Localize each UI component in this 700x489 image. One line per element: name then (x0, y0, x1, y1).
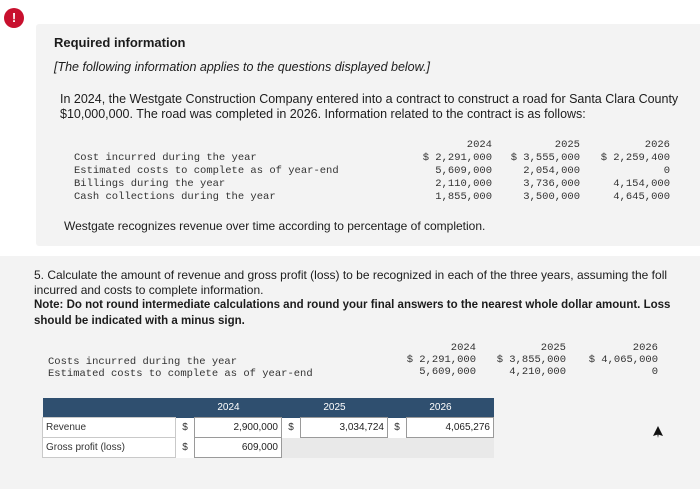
question-note-1: Note: Do not round intermediate calculations and round your final answers to the nearest whole dollar amount. Loss (34, 299, 671, 311)
assumption-year-2024: 2024 (450, 342, 476, 354)
contract-year-2026: 2026 (644, 139, 670, 151)
row-label-revenue: Revenue (43, 418, 176, 438)
contract-cell: 0 (663, 165, 670, 177)
assumption-cell: 5,609,000 (419, 366, 476, 378)
mouse-cursor-icon (650, 424, 666, 440)
question-line-2: incurred and costs to complete information. (34, 283, 264, 297)
contract-row-label: Billings during the year (74, 178, 226, 190)
intro-line-1: In 2024, the Westgate Construction Company entered into a contract to construct a road for Santa Clara County (60, 92, 679, 106)
answer-table (42, 398, 494, 458)
required-info-subtitle: [The following information applies to the questions displayed below.] (54, 60, 430, 74)
contract-year-2024: 2024 (466, 139, 492, 151)
contract-cell: 4,645,000 (613, 191, 670, 203)
contract-cell: $ 2,291,000 (422, 152, 492, 164)
contract-year-2025: 2025 (554, 139, 580, 151)
contract-row-label: Estimated costs to complete as of year-end (74, 165, 339, 177)
assumption-year-2025: 2025 (540, 342, 566, 354)
assumption-cell: 4,210,000 (509, 366, 566, 378)
revenue-2025-input[interactable]: 3,034,724 (301, 418, 388, 438)
assumption-row-label: Estimated costs to complete as of year-end (48, 368, 313, 380)
contract-row-label: Cost incurred during the year (74, 152, 257, 164)
contract-cell: 2,110,000 (435, 178, 492, 190)
currency-sign: $ (282, 418, 301, 438)
question-note-2: should be indicated with a minus sign. (34, 315, 245, 327)
answer-header-blank (43, 398, 176, 418)
table-row (43, 418, 494, 438)
contract-cell: 5,609,000 (435, 165, 492, 177)
intro-line-2: $10,000,000. The road was completed in 2026. Information related to the contract is as follows: (60, 107, 586, 121)
contract-cell: $ 2,259,400 (600, 152, 670, 164)
question-line-1: 5. Calculate the amount of revenue and gross profit (loss) to be recognized in each of the three years, assuming the foll (34, 268, 668, 282)
gross-profit-2024-input[interactable]: 609,000 (195, 438, 282, 458)
currency-sign: $ (176, 438, 195, 458)
row-label-gross-profit: Gross profit (loss) (43, 438, 176, 458)
assumption-cell: $ 2,291,000 (406, 354, 476, 366)
alert-icon: ! (4, 8, 24, 28)
contract-cell: $ 3,555,000 (510, 152, 580, 164)
currency-sign: $ (388, 418, 407, 438)
assumption-year-2026: 2026 (632, 342, 658, 354)
recognition-note: Westgate recognizes revenue over time according to percentage of completion. (64, 219, 486, 233)
answer-year-2025: 2025 (282, 398, 388, 418)
assumption-cell: $ 3,855,000 (496, 354, 566, 366)
contract-cell: 1,855,000 (435, 191, 492, 203)
answer-year-2024: 2024 (176, 398, 282, 418)
revenue-2024-input[interactable]: 2,900,000 (195, 418, 282, 438)
assumption-cell: $ 4,065,000 (588, 354, 658, 366)
contract-cell: 3,736,000 (523, 178, 580, 190)
assumption-cell: 0 (651, 366, 658, 378)
table-row (43, 438, 494, 458)
contract-cell: 2,054,000 (523, 165, 580, 177)
answer-year-2026: 2026 (388, 398, 494, 418)
contract-row-label: Cash collections during the year (74, 191, 276, 203)
currency-sign: $ (176, 418, 195, 438)
answer-blank-area (282, 438, 494, 458)
revenue-2026-input[interactable]: 4,065,276 (407, 418, 494, 438)
contract-cell: 3,500,000 (523, 191, 580, 203)
required-information-card (36, 24, 700, 246)
assumption-row-label: Costs incurred during the year (48, 356, 238, 368)
required-info-title: Required information (54, 35, 186, 50)
contract-cell: 4,154,000 (613, 178, 670, 190)
